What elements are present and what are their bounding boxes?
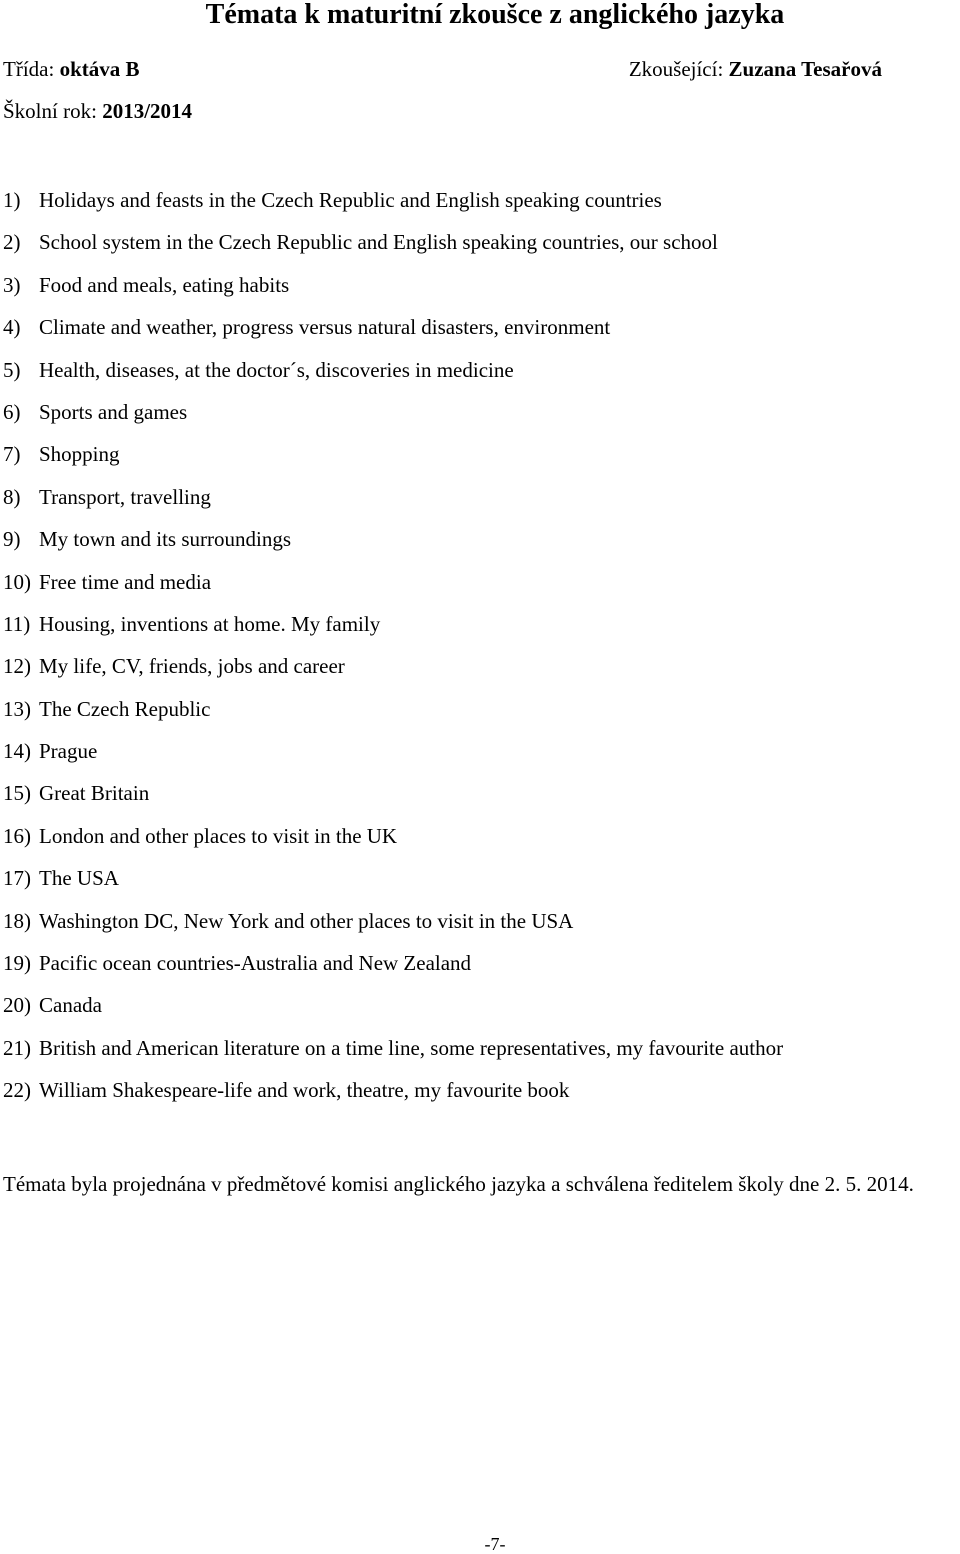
topic-text: School system in the Czech Republic and English speaking countries, our school	[39, 230, 718, 255]
topic-text: Transport, travelling	[39, 484, 211, 509]
topic-text: Climate and weather, progress versus natural disasters, environment	[39, 315, 611, 340]
topic-item	[3, 608, 783, 650]
class-info	[3, 56, 140, 82]
topic-text: Free time and media	[39, 569, 212, 594]
class-value: oktáva B	[59, 57, 140, 81]
topic-number: 18)	[3, 908, 31, 933]
topic-text: Food and meals, eating habits	[39, 272, 290, 297]
approval-note: Témata byla projednána v předmětové komisi anglického jazyka a schválena ředitelem školy dne 2. 5. 2014.	[3, 1172, 914, 1196]
topic-item	[3, 862, 783, 904]
topic-text: William Shakespeare-life and work, theatre, my favourite book	[39, 1078, 570, 1103]
topic-number: 15)	[3, 781, 31, 806]
topic-number: 10)	[3, 569, 31, 594]
topic-number: 6)	[3, 399, 21, 424]
topic-number: 3)	[3, 272, 21, 297]
topic-number: 14)	[3, 739, 31, 764]
topic-number: 11)	[3, 611, 31, 636]
topic-item	[3, 354, 783, 396]
topic-text: Great Britain	[39, 781, 150, 806]
examiner-info	[629, 56, 882, 82]
topic-number: 21)	[3, 1035, 31, 1060]
topic-number: 16)	[3, 823, 31, 848]
topic-item	[3, 820, 783, 862]
topic-number: 7)	[3, 442, 21, 467]
topic-number: 17)	[3, 866, 31, 891]
topic-text: Prague	[39, 739, 98, 764]
topic-item	[3, 1074, 783, 1116]
topic-number: 8)	[3, 484, 21, 509]
examiner-value: Zuzana Tesařová	[728, 57, 882, 81]
topic-text: London and other places to visit in the UK	[39, 823, 398, 848]
topic-item	[3, 481, 783, 523]
topic-text: Shopping	[39, 442, 120, 467]
topic-number: 13)	[3, 696, 31, 721]
topic-item	[3, 184, 783, 226]
topic-text: Washington DC, New York and other places to visit in the USA	[39, 908, 574, 933]
topic-item	[3, 566, 783, 608]
topic-item	[3, 1032, 783, 1074]
topic-item	[3, 650, 783, 692]
topic-item	[3, 989, 783, 1031]
topic-item	[3, 311, 783, 353]
page-number: -7-	[484, 1534, 506, 1554]
topic-item	[3, 693, 783, 735]
topic-number: 4)	[3, 315, 21, 340]
topic-number: 5)	[3, 357, 21, 382]
topic-list	[3, 184, 783, 1117]
topic-item	[3, 905, 783, 947]
topic-item	[3, 269, 783, 311]
topic-number: 22)	[3, 1078, 31, 1103]
topic-number: 12)	[3, 654, 31, 679]
topic-item	[3, 777, 783, 819]
topic-text: British and American literature on a time line, some representatives, my favourite author	[39, 1035, 784, 1060]
topic-text: Housing, inventions at home. My family	[39, 611, 381, 636]
school-year-label: Školní rok:	[3, 99, 97, 123]
school-year-info	[3, 98, 192, 124]
topic-text: My town and its surroundings	[39, 527, 291, 552]
topic-text: The Czech Republic	[39, 696, 211, 721]
topic-item	[3, 226, 783, 268]
topic-number: 1)	[3, 188, 21, 212]
topic-text: Sports and games	[39, 399, 188, 424]
topic-item	[3, 438, 783, 480]
topic-number: 20)	[3, 993, 31, 1018]
topic-item	[3, 735, 783, 777]
topic-item	[3, 523, 783, 565]
topic-number: 9)	[3, 527, 21, 552]
topic-text: Holidays and feasts in the Czech Republic and English speaking countries	[39, 188, 662, 212]
topic-text: Canada	[39, 993, 102, 1018]
topic-number: 2)	[3, 230, 21, 255]
topic-text: Health, diseases, at the doctor´s, discoveries in medicine	[39, 357, 514, 382]
class-label: Třída:	[3, 57, 55, 81]
school-year-value: 2013/2014	[102, 99, 193, 123]
topic-text: Pacific ocean countries-Australia and New Zealand	[39, 951, 472, 976]
topic-text: My life, CV, friends, jobs and career	[39, 654, 345, 679]
topic-item	[3, 396, 783, 438]
topic-number: 19)	[3, 951, 31, 976]
page-title: Témata k maturitní zkoušce z anglického jazyka	[205, 0, 785, 30]
topic-item	[3, 947, 783, 989]
topic-text: The USA	[39, 866, 119, 891]
examiner-label: Zkoušející:	[628, 57, 724, 81]
